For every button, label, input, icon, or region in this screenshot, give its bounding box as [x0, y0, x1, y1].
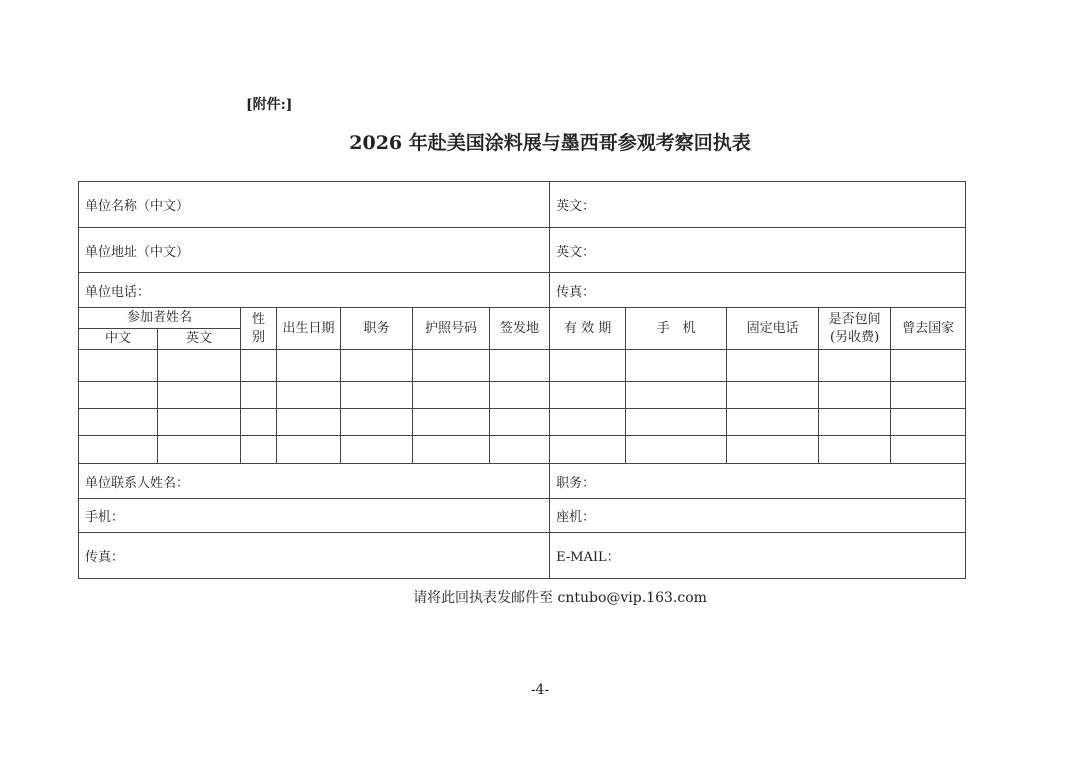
- cell[interactable]: [277, 350, 341, 382]
- participant-row: [79, 409, 966, 436]
- cell[interactable]: [550, 409, 626, 436]
- org-name-cn-field[interactable]: 单位名称（中文）: [79, 182, 550, 228]
- cell[interactable]: [79, 409, 158, 436]
- passport-header: 护照号码: [413, 308, 490, 350]
- extra-charge-label: (另收费): [830, 329, 880, 345]
- cell[interactable]: [819, 382, 891, 409]
- cell[interactable]: [626, 382, 727, 409]
- cell[interactable]: [891, 409, 966, 436]
- cell[interactable]: [490, 382, 550, 409]
- cell[interactable]: [241, 350, 277, 382]
- cell[interactable]: [550, 382, 626, 409]
- participant-row: [79, 382, 966, 409]
- cell[interactable]: [413, 436, 490, 464]
- visited-countries-header: 曾去国家: [891, 308, 966, 350]
- participant-name-header: 参加者姓名: [79, 308, 241, 329]
- cell[interactable]: [413, 350, 490, 382]
- cell[interactable]: [277, 409, 341, 436]
- cell[interactable]: [550, 350, 626, 382]
- org-phone-field[interactable]: 单位电话：: [79, 273, 550, 308]
- participant-row: [79, 350, 966, 382]
- cell[interactable]: [241, 436, 277, 464]
- registration-form-table: [78, 181, 966, 579]
- cell[interactable]: [413, 382, 490, 409]
- submission-note: 请将此回执表发邮件至 cntubo@vip.163.com: [413, 590, 707, 606]
- cell[interactable]: [241, 409, 277, 436]
- org-addr-cn-field[interactable]: 单位地址（中文）: [79, 228, 550, 273]
- page-number: -4-: [530, 682, 550, 698]
- cell[interactable]: [626, 409, 727, 436]
- cell[interactable]: [158, 382, 241, 409]
- cell[interactable]: [413, 409, 490, 436]
- single-room-label: 是否包间: [828, 311, 881, 327]
- cell[interactable]: [490, 436, 550, 464]
- name-en-header: 英文: [158, 329, 241, 350]
- cell[interactable]: [727, 350, 819, 382]
- cell[interactable]: [490, 409, 550, 436]
- cell[interactable]: [626, 436, 727, 464]
- contact-landline-field[interactable]: 座机：: [550, 499, 966, 533]
- cell[interactable]: [158, 350, 241, 382]
- cell[interactable]: [819, 436, 891, 464]
- contact-mobile-field[interactable]: 手机：: [79, 499, 550, 533]
- cell[interactable]: [79, 436, 158, 464]
- cell[interactable]: [341, 409, 413, 436]
- org-addr-en-field[interactable]: 英文：: [550, 228, 966, 273]
- position-header: 职务: [341, 308, 413, 350]
- cell[interactable]: [158, 436, 241, 464]
- cell[interactable]: [241, 382, 277, 409]
- mobile-header: 手 机: [626, 308, 727, 350]
- cell[interactable]: [819, 350, 891, 382]
- gender-header: [241, 308, 277, 350]
- contact-fax-field[interactable]: 传真：: [79, 533, 550, 579]
- cell[interactable]: [727, 382, 819, 409]
- cell[interactable]: [341, 436, 413, 464]
- cell[interactable]: [727, 436, 819, 464]
- name-cn-header: 中文: [79, 329, 158, 350]
- cell[interactable]: [891, 350, 966, 382]
- cell[interactable]: [891, 382, 966, 409]
- contact-title-field[interactable]: 职务：: [550, 464, 966, 499]
- cell[interactable]: [341, 350, 413, 382]
- cell[interactable]: [158, 409, 241, 436]
- cell[interactable]: [277, 382, 341, 409]
- validity-header: 有 效 期: [550, 308, 626, 350]
- contact-email-field[interactable]: E-MAIL：: [550, 533, 966, 579]
- gender-label-2: 别: [251, 329, 265, 345]
- single-room-header: [819, 308, 891, 350]
- document-title: 2026 年赴美国涂料展与墨西哥参观考察回执表: [349, 132, 751, 154]
- participant-row: [79, 436, 966, 464]
- org-name-en-field[interactable]: 英文：: [550, 182, 966, 228]
- cell[interactable]: [550, 436, 626, 464]
- landline-header: 固定电话: [727, 308, 819, 350]
- contact-name-field[interactable]: 单位联系人姓名：: [79, 464, 550, 499]
- cell[interactable]: [79, 382, 158, 409]
- cell[interactable]: [819, 409, 891, 436]
- org-fax-field[interactable]: 传真：: [550, 273, 966, 308]
- cell[interactable]: [79, 350, 158, 382]
- issue-place-header: 签发地: [490, 308, 550, 350]
- cell[interactable]: [626, 350, 727, 382]
- birthdate-header: 出生日期: [277, 308, 341, 350]
- gender-label-1: 性: [251, 311, 265, 327]
- cell[interactable]: [277, 436, 341, 464]
- cell[interactable]: [341, 382, 413, 409]
- cell[interactable]: [490, 350, 550, 382]
- attachment-label: [附件:]: [246, 97, 293, 113]
- cell[interactable]: [727, 409, 819, 436]
- cell[interactable]: [891, 436, 966, 464]
